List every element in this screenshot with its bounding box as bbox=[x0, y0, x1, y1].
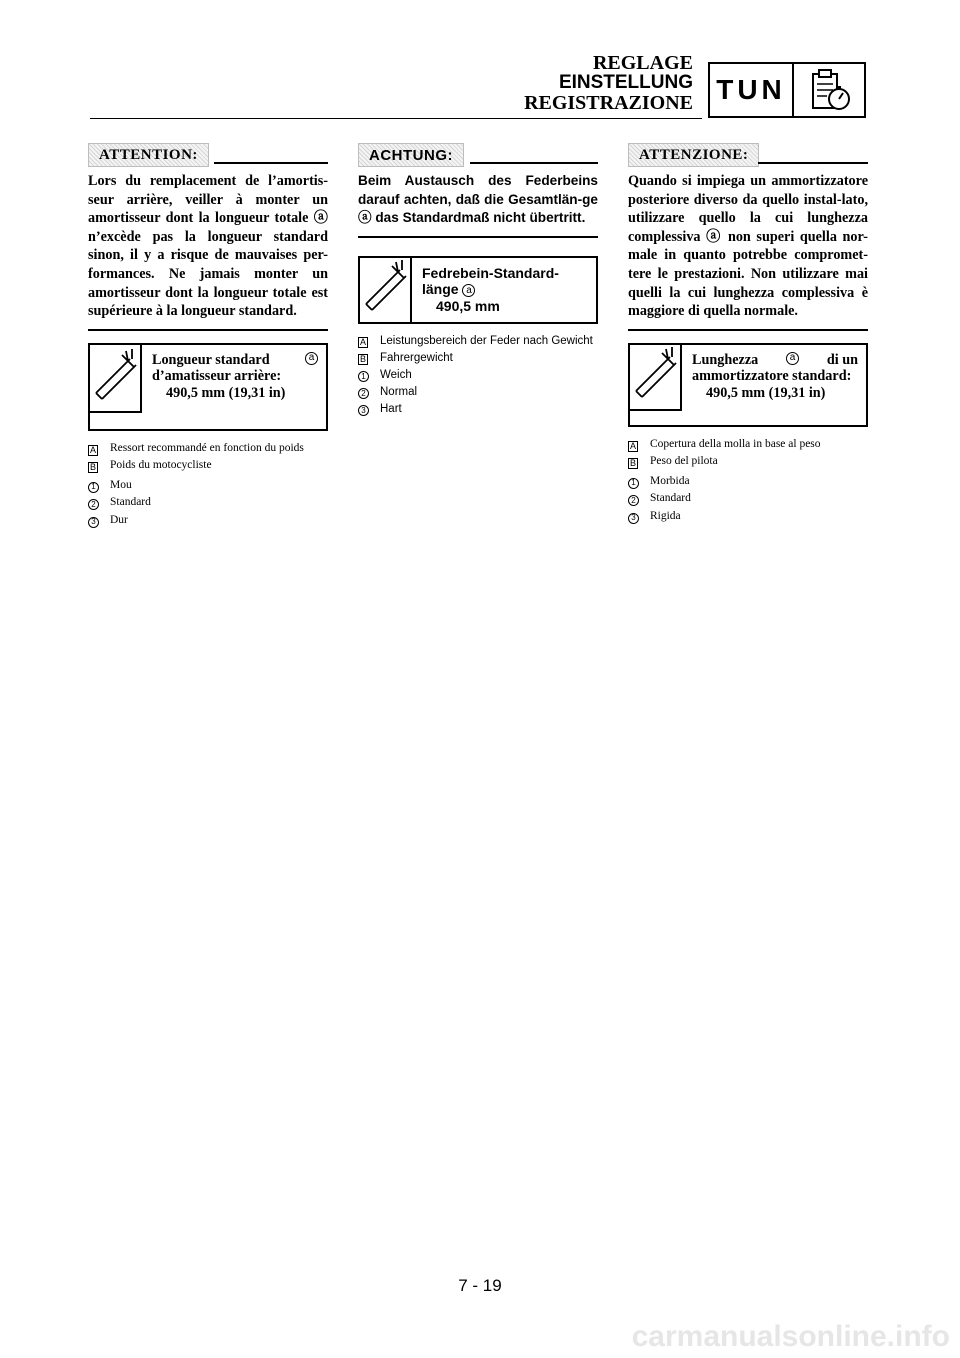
legend-item-b: B Peso del pilota bbox=[629, 455, 718, 469]
legend-item-b: B Poids du motocycliste bbox=[89, 459, 212, 473]
spec-value: 490,5 mm (19,31 in) bbox=[166, 384, 286, 401]
spec-line-1: Fedrebein-Standard- bbox=[422, 264, 559, 281]
header-title-de: EINSTELLUNG bbox=[558, 72, 693, 93]
column-german bbox=[358, 140, 598, 419]
warning-rule bbox=[470, 162, 598, 164]
warning-rule bbox=[214, 162, 328, 164]
legend-item-1: 1 Morbida bbox=[628, 474, 868, 492]
legend-item-a: A Copertura della molla in base al peso bbox=[629, 437, 821, 451]
legend-item-1: 1 Mou bbox=[88, 478, 328, 496]
spec-line-2: d’amatisseur arrière: bbox=[152, 368, 282, 385]
legend-marker-b: B bbox=[629, 458, 636, 469]
legend bbox=[358, 334, 598, 419]
caliper-icon bbox=[360, 258, 412, 322]
watermark: carmanualsonline.info bbox=[631, 1320, 950, 1353]
legend-marker-b: B bbox=[359, 354, 366, 365]
spec-line-2: ammortizzatore standard: bbox=[692, 368, 852, 385]
legend-item-2: 2 Normal bbox=[358, 385, 598, 402]
legend-item-3: 3 Hart bbox=[358, 402, 598, 419]
section-badge bbox=[708, 62, 866, 118]
legend-item-3: 3 Rigida bbox=[628, 509, 868, 527]
dimension-marker: a bbox=[305, 352, 318, 365]
warning-label: ATTENTION: bbox=[88, 143, 209, 167]
legend-marker-a: A bbox=[89, 444, 96, 455]
legend-marker-b: B bbox=[89, 462, 96, 473]
spec-box bbox=[88, 343, 328, 431]
warning-rule bbox=[758, 162, 868, 164]
legend-item-a: A Ressort recommandé en fonction du poids bbox=[89, 441, 304, 455]
header-title-fr: REGLAGE bbox=[592, 52, 693, 74]
caliper-icon bbox=[90, 345, 142, 413]
legend-marker-a: A bbox=[629, 440, 636, 451]
legend-item-2: 2 Standard bbox=[88, 495, 328, 513]
spec-value: 490,5 mm (19,31 in) bbox=[706, 384, 826, 401]
caliper-icon bbox=[630, 345, 682, 411]
warning-header bbox=[358, 140, 598, 170]
legend-item-b: B Fahrergewicht bbox=[359, 351, 453, 365]
warning-header bbox=[628, 140, 868, 170]
spec-text bbox=[152, 352, 318, 402]
warning-text: Quando si impiega un ammortizzatore posteriore diverso da quello instal-lato, utilizzare quello la cui lunghezza complessiva ⓐ non superi quella nor-male in quanto potrebbe compromet-tere le prestazioni. Non utilizzare mai quelli la cui lunghezza complessiva è maggiore di quella normale. bbox=[628, 173, 868, 320]
warning-label: ACHTUNG: bbox=[358, 143, 464, 167]
legend-marker-a: A bbox=[359, 337, 366, 348]
warning-text: Beim Austausch des Federbeins darauf achten, daß die Gesamtlän-ge ⓐ das Standardmaß nicht übertritt. bbox=[358, 173, 598, 226]
warning-header bbox=[88, 140, 328, 170]
spec-box bbox=[628, 343, 868, 427]
spec-line-1: Longueur standard bbox=[152, 351, 270, 368]
column-french bbox=[88, 140, 328, 530]
spec-line-1b: di un bbox=[826, 351, 858, 368]
page-number: 7 - 19 bbox=[458, 1276, 502, 1295]
spec-text bbox=[692, 352, 858, 402]
spec-box bbox=[358, 256, 598, 324]
spec-text bbox=[422, 265, 588, 315]
spec-line-1a: Lunghezza bbox=[692, 351, 759, 368]
section-rule bbox=[358, 236, 598, 238]
legend-item-1: 1 Weich bbox=[358, 368, 598, 385]
legend bbox=[88, 441, 328, 531]
legend-item-a: A Leistungsbereich der Feder nach Gewicht bbox=[359, 334, 593, 348]
header-rule bbox=[90, 118, 702, 119]
spec-value: 490,5 mm bbox=[436, 297, 500, 314]
spec-line-2: länge bbox=[422, 281, 459, 298]
clipboard-stopwatch-icon bbox=[794, 64, 864, 116]
section-rule bbox=[88, 329, 328, 331]
dimension-marker: a bbox=[462, 284, 475, 297]
section-rule bbox=[628, 329, 868, 331]
legend-item-3: 3 Dur bbox=[88, 513, 328, 531]
section-code: TUN bbox=[710, 64, 794, 116]
column-italian bbox=[628, 140, 868, 526]
legend-item-2: 2 Standard bbox=[628, 491, 868, 509]
warning-text: Lors du remplacement de l’amortis-seur arrière, veiller à monter un amortisseur dont la longueur totale ⓐ n’excède pas la longueur standard sinon, il y a risque de mauvaises per-formances. Ne jamais monter un amortisseur dont la longueur totale est supérieure à la longueur standard. bbox=[88, 173, 328, 320]
header-title-it: REGISTRAZIONE bbox=[524, 92, 693, 114]
dimension-marker: a bbox=[786, 352, 799, 365]
legend bbox=[628, 437, 868, 527]
warning-label: ATTENZIONE: bbox=[628, 143, 759, 167]
